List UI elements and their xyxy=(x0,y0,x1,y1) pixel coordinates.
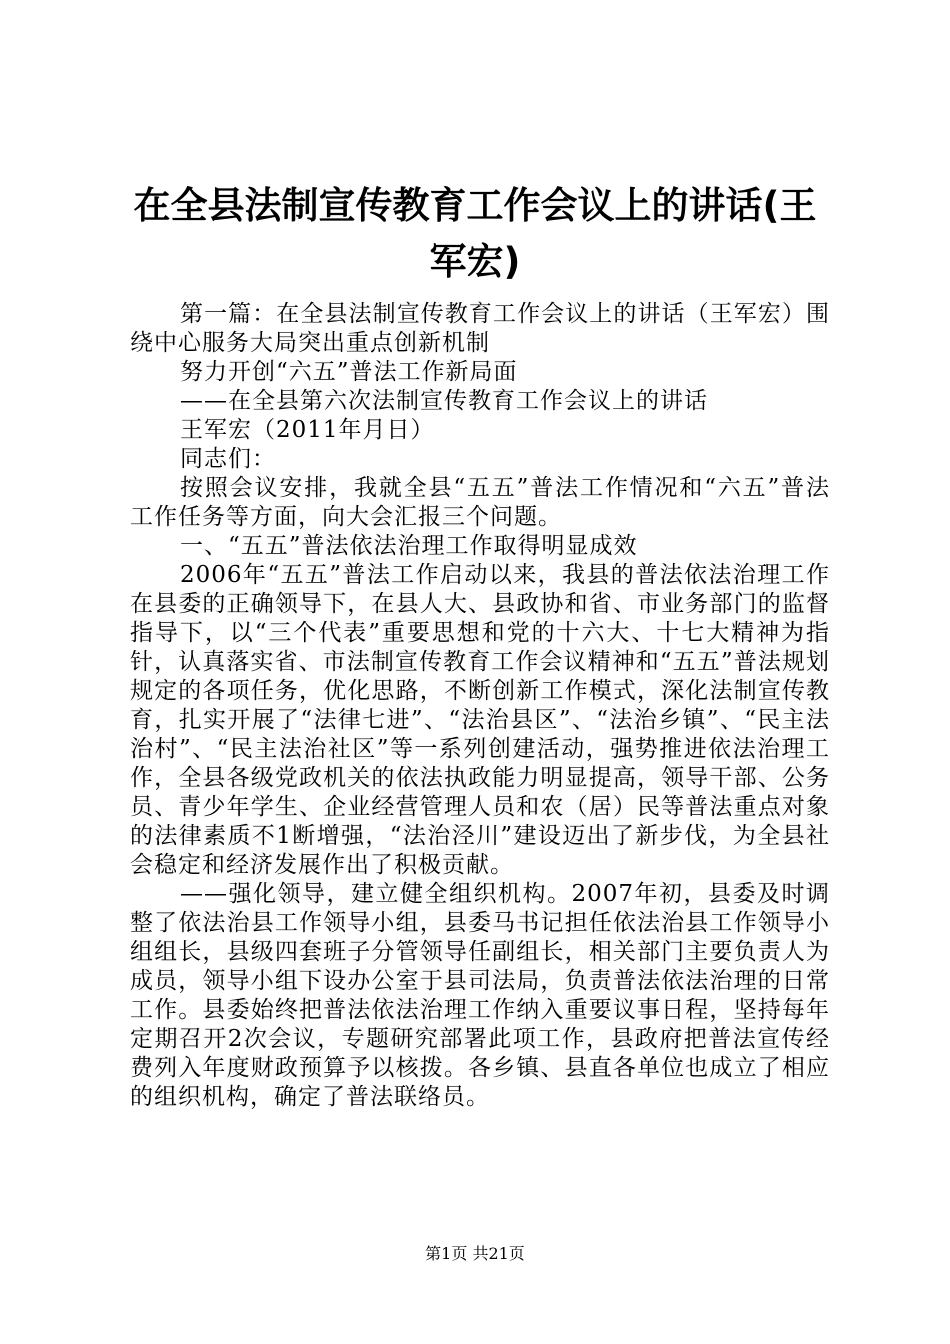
document-title: 在全县法制宣传教育工作会议上的讲话(王军宏) xyxy=(133,184,817,283)
paragraph: ——在全县第六次法制宣传教育工作会议上的讲话 xyxy=(180,388,708,414)
section-heading: 一、“五五”普法依法治理工作取得明显成效 xyxy=(180,533,638,559)
paragraph: ——强化领导，建立健全组织机构。2007年初，县委及时调整了依法治县工作领导小组，县委马书记担任依法治县工作领导小组组长，县级四套班子分管领导任副组长，相关部门主要负责人为成员，领导小组下设办公室于县司法局，负责普法依法治理的日常工作。县委始终把普法依法治理工作纳入重要议事日程，坚持每年定期召开2次会议，专题研究部署此项工作，县政府把普法宣传经费列入年度财政预算予以核拨。各乡镇、县直各单位也成立了相应的组织机构，确定了普法联络员。 xyxy=(130,881,830,1110)
page-number-footer: 第1页 共21页 xyxy=(425,1244,525,1263)
paragraph: 王军宏（2011年月日） xyxy=(180,417,435,443)
paragraph: 努力开创“六五”普法工作新局面 xyxy=(180,359,518,385)
paragraph: 同志们： xyxy=(180,446,276,472)
paragraph: 第一篇：在全县法制宣传教育工作会议上的讲话（王军宏）围绕中心服务大局突出重点创新机制 xyxy=(130,301,830,356)
paragraph: 2006年“五五”普法工作启动以来，我县的普法依法治理工作在县委的正确领导下，在县人大、县政协和省、市业务部门的监督指导下，以“三个代表”重要思想和党的十六大、十七大精神为指针，认真落实省、市法制宣传教育工作会议精神和“五五”普法规划规定的各项任务，优化思路，不断创新工作模式，深化法制宣传教育，扎实开展了“法律七进”、“法治县区”、“法治乡镇”、“民主法治村”、“民主法治社区”等一系列创建活动，强势推进依法治理工作，全县各级党政机关的依法执政能力明显提高，领导干部、公务员、青少年学生、企业经营管理人员和农（居）民等普法重点对象的法律素质不1断增强，“法治泾川”建设迈出了新步伐，为全县社会稳定和经济发展作出了积极贡献。 xyxy=(130,562,830,878)
paragraph: 按照会议安排，我就全县“五五”普法工作情况和“六五”普法工作任务等方面，向大会汇报三个问题。 xyxy=(130,475,830,530)
document-body xyxy=(130,300,830,1112)
